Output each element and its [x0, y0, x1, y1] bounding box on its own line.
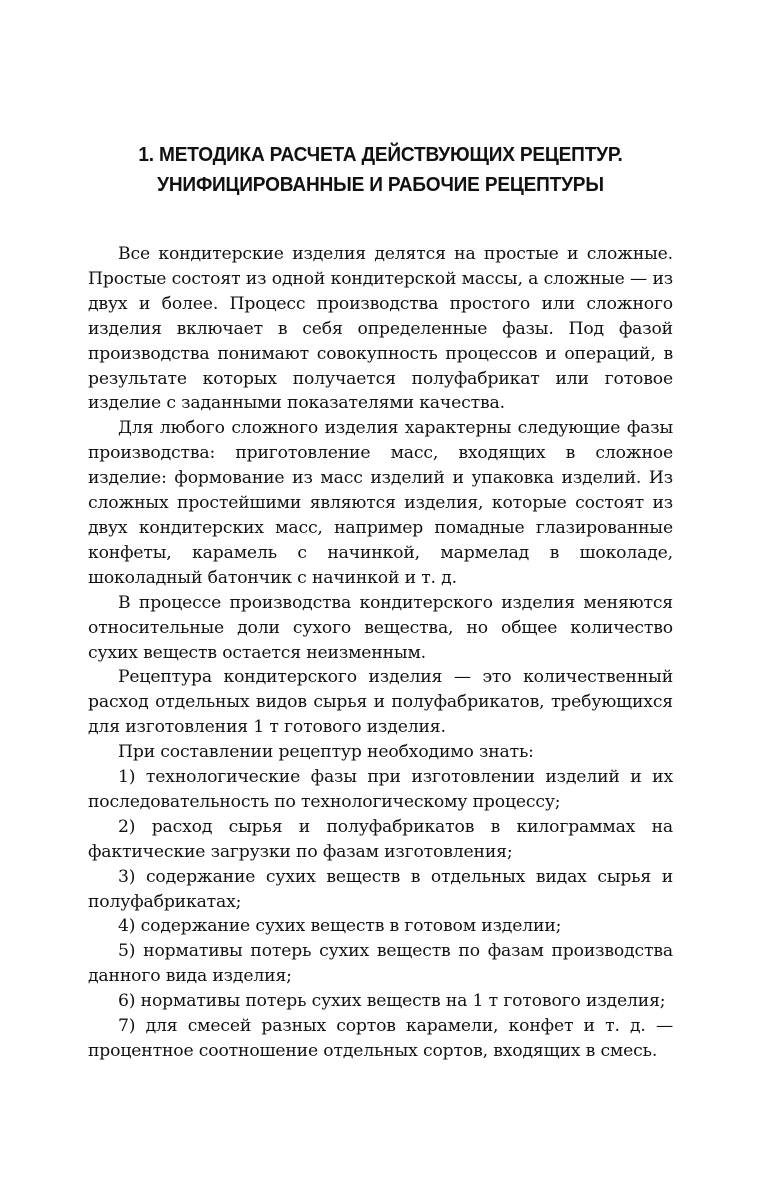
- list-item: 7) для смесей разных сортов карамели, конфет и т. д. — процентное соотношение отдельных сортов, входящих в смесь.: [88, 1016, 673, 1061]
- list-item: 3) содержание сухих веществ в отдельных видах сырья и полуфабрикатах;: [88, 866, 673, 912]
- list-item: 6) нормативы потерь сухих веществ на 1 т готового изделия;: [118, 991, 666, 1012]
- paragraph: Рецептура кондитерского изделия — это количественный расход отдельных видов сырья и полуфабрикатов, требующихся для изготовления 1 т готового изделия.: [88, 667, 673, 738]
- heading-line-1: 1. МЕТОДИКА РАСЧЕТА ДЕЙСТВУЮЩИХ РЕЦЕПТУР.: [138, 143, 623, 166]
- section-heading: [108, 140, 652, 200]
- paragraph: В процессе производства кондитерского изделия меняются относительные доли сухого вещества, но общее количество сухих веществ остается неизменным.: [88, 592, 673, 663]
- paragraph: При составлении рецептур необходимо знать:: [118, 742, 534, 763]
- paragraph: Все кондитерские изделия делятся на простые и сложные. Простые состоят из одной кондитерской массы, а сложные — из двух и более. Процесс производства простого или сложного изделия включает в себя определенные фазы. Под фазой производства понимают совокупность процессов и операций, в результате которых получается полуфабрикат или готовое изделие с заданными показателями качества.: [88, 244, 673, 414]
- heading-line-2: УНИФИЦИРОВАННЫЕ И РАБОЧИЕ РЕЦЕПТУРЫ: [157, 173, 604, 196]
- paragraph: Для любого сложного изделия характерны следующие фазы производства: приготовление масс, входящих в сложное изделие: формование из масс изделий и упаковка изделий. Из сложных простейшими являются изделия, которые состоят из двух кондитерских масс, например помадные глазированные конфеты, карамель с начинкой, мармелад в шоколаде, шоколадный батончик с начинкой и т. д.: [88, 418, 673, 588]
- list-item: 4) содержание сухих веществ в готовом изделии;: [118, 916, 562, 937]
- document-page: [88, 140, 673, 1064]
- list-item: 5) нормативы потерь сухих веществ по фазам производства данного вида изделия;: [88, 941, 673, 987]
- list-item: 2) расход сырья и полуфабрикатов в килограммах на фактические загрузки по фазам изготовления;: [88, 816, 673, 862]
- list-item: 1) технологические фазы при изготовлении изделий и их последовательность по технологическому процессу;: [88, 767, 673, 812]
- body-text: [88, 242, 673, 1064]
